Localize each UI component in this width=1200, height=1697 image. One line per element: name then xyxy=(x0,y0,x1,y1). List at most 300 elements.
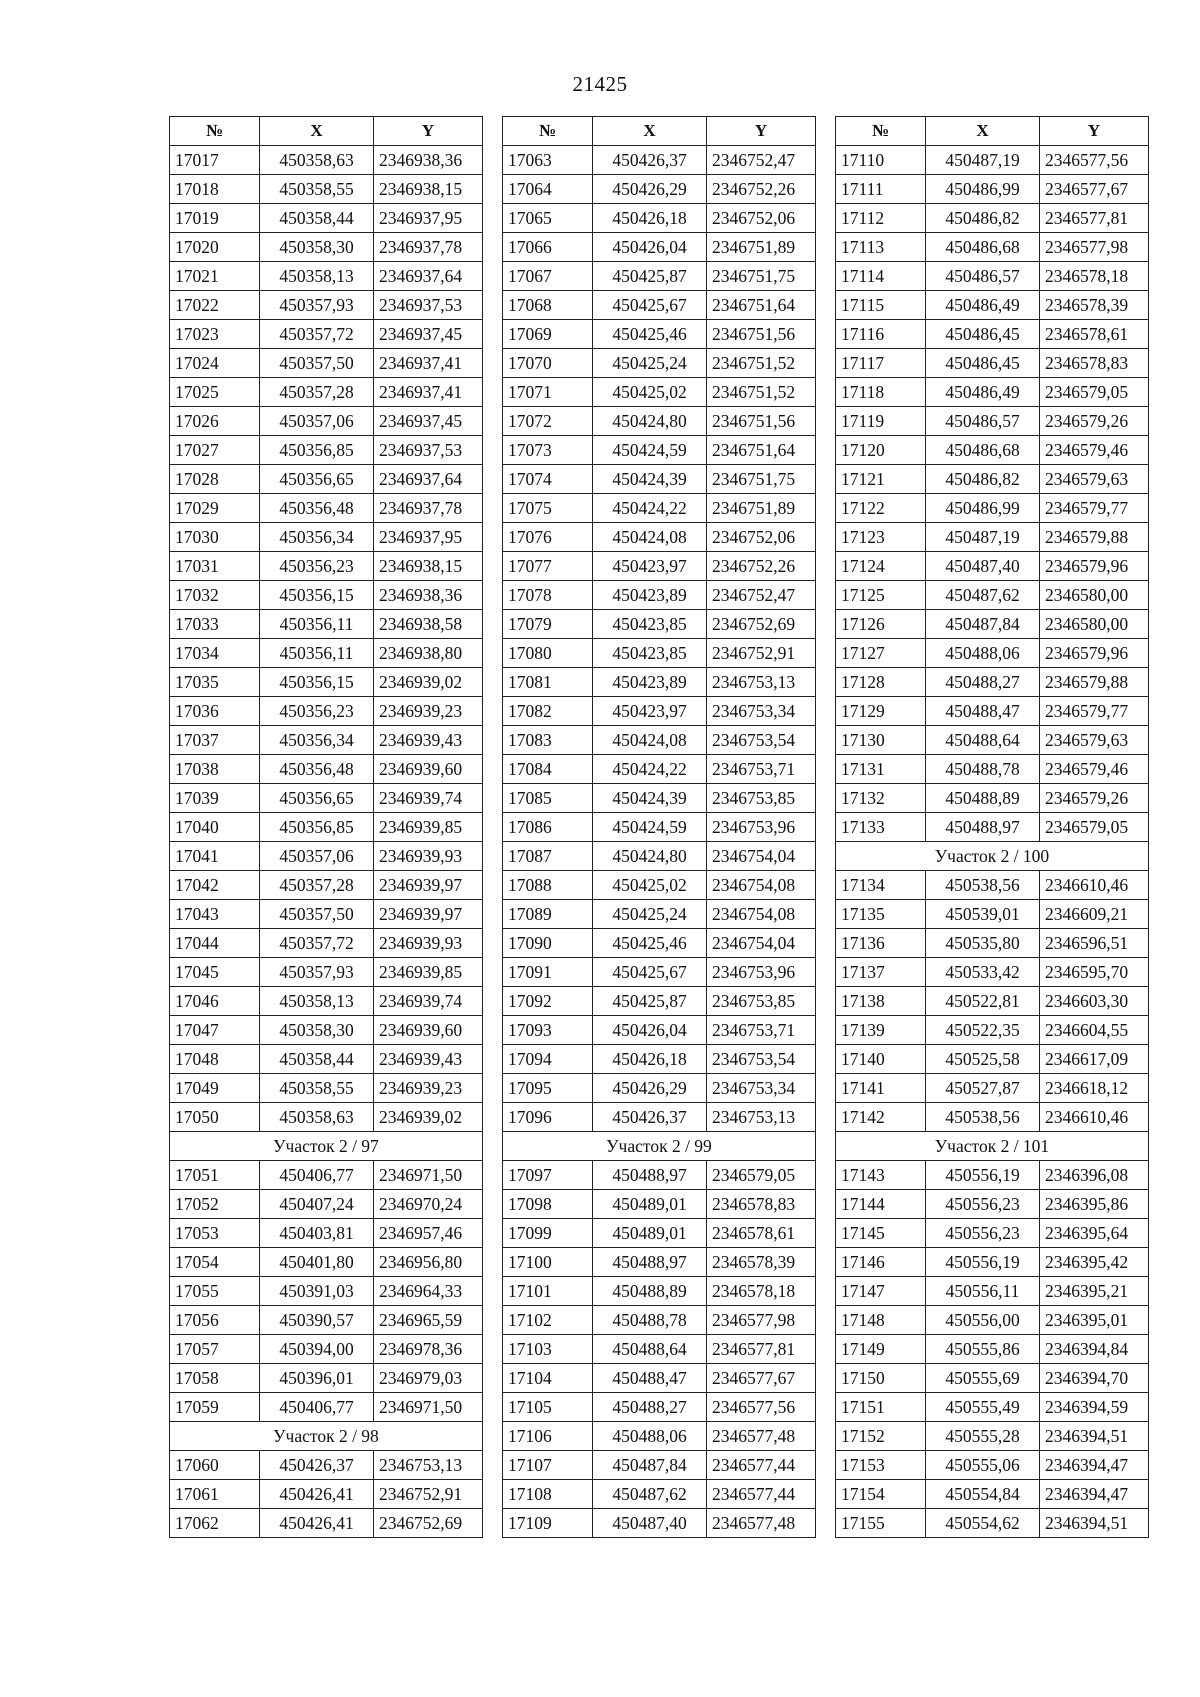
x-coordinate-cell: 450487,62 xyxy=(926,581,1040,610)
table-row xyxy=(836,1248,1149,1277)
y-coordinate-cell: 2346577,44 xyxy=(707,1451,816,1480)
x-coordinate-cell: 450424,39 xyxy=(593,784,707,813)
point-number-cell: 17133 xyxy=(836,813,926,842)
point-number-cell: 17063 xyxy=(503,146,593,175)
x-coordinate-cell: 450357,50 xyxy=(260,900,374,929)
table-row xyxy=(170,1509,483,1538)
point-number-cell: 17083 xyxy=(503,726,593,755)
y-coordinate-cell: 2346752,69 xyxy=(707,610,816,639)
y-coordinate-cell: 2346938,15 xyxy=(374,552,483,581)
table-row xyxy=(503,1161,816,1190)
y-coordinate-cell: 2346395,64 xyxy=(1040,1219,1149,1248)
point-number-cell: 17047 xyxy=(170,1016,260,1045)
table-row xyxy=(170,1480,483,1509)
x-coordinate-cell: 450486,49 xyxy=(926,378,1040,407)
x-coordinate-cell: 450424,08 xyxy=(593,523,707,552)
point-number-cell: 17057 xyxy=(170,1335,260,1364)
y-coordinate-cell: 2346394,47 xyxy=(1040,1480,1149,1509)
table-row xyxy=(170,871,483,900)
point-number-cell: 17073 xyxy=(503,436,593,465)
x-coordinate-cell: 450487,40 xyxy=(593,1509,707,1538)
coordinates-table-2 xyxy=(502,116,816,1538)
x-coordinate-cell: 450423,85 xyxy=(593,610,707,639)
x-coordinate-cell: 450356,34 xyxy=(260,726,374,755)
table-row xyxy=(836,552,1149,581)
x-coordinate-cell: 450486,68 xyxy=(926,233,1040,262)
point-number-cell: 17053 xyxy=(170,1219,260,1248)
y-coordinate-cell: 2346754,08 xyxy=(707,900,816,929)
point-number-cell: 17115 xyxy=(836,291,926,320)
table-row xyxy=(170,958,483,987)
x-coordinate-cell: 450555,06 xyxy=(926,1451,1040,1480)
table-row xyxy=(503,987,816,1016)
x-coordinate-cell: 450525,58 xyxy=(926,1045,1040,1074)
y-coordinate-cell: 2346395,86 xyxy=(1040,1190,1149,1219)
table-row xyxy=(503,639,816,668)
point-number-cell: 17117 xyxy=(836,349,926,378)
table-row xyxy=(503,1393,816,1422)
section-row xyxy=(170,1132,483,1161)
x-coordinate-cell: 450538,56 xyxy=(926,1103,1040,1132)
x-coordinate-cell: 450425,67 xyxy=(593,291,707,320)
table-row xyxy=(836,291,1149,320)
table-row xyxy=(836,320,1149,349)
table-row xyxy=(503,1074,816,1103)
point-number-cell: 17046 xyxy=(170,987,260,1016)
point-number-cell: 17116 xyxy=(836,320,926,349)
section-title: Участок 2 / 99 xyxy=(503,1132,816,1161)
point-number-cell: 17112 xyxy=(836,204,926,233)
x-coordinate-cell: 450407,24 xyxy=(260,1190,374,1219)
y-coordinate-cell: 2346939,93 xyxy=(374,929,483,958)
table-row xyxy=(503,1451,816,1480)
point-number-cell: 17144 xyxy=(836,1190,926,1219)
y-coordinate-cell: 2346971,50 xyxy=(374,1161,483,1190)
table-row xyxy=(503,610,816,639)
x-coordinate-cell: 450356,15 xyxy=(260,581,374,610)
point-number-cell: 17100 xyxy=(503,1248,593,1277)
point-number-cell: 17145 xyxy=(836,1219,926,1248)
x-coordinate-cell: 450425,46 xyxy=(593,929,707,958)
point-number-cell: 17036 xyxy=(170,697,260,726)
x-coordinate-cell: 450555,86 xyxy=(926,1335,1040,1364)
table-row xyxy=(836,697,1149,726)
y-coordinate-cell: 2346577,67 xyxy=(707,1364,816,1393)
y-coordinate-cell: 2346971,50 xyxy=(374,1393,483,1422)
point-number-cell: 17139 xyxy=(836,1016,926,1045)
table-header-row xyxy=(503,117,816,146)
x-coordinate-cell: 450488,64 xyxy=(593,1335,707,1364)
table-row xyxy=(503,407,816,436)
table-row xyxy=(503,233,816,262)
point-number-cell: 17023 xyxy=(170,320,260,349)
table-row xyxy=(503,204,816,233)
y-coordinate-cell: 2346939,85 xyxy=(374,958,483,987)
y-coordinate-cell: 2346610,46 xyxy=(1040,871,1149,900)
table-row xyxy=(836,1509,1149,1538)
x-coordinate-cell: 450358,63 xyxy=(260,146,374,175)
table-row xyxy=(503,1190,816,1219)
table-row xyxy=(836,262,1149,291)
y-coordinate-cell: 2346939,60 xyxy=(374,755,483,784)
x-coordinate-cell: 450403,81 xyxy=(260,1219,374,1248)
y-coordinate-cell: 2346938,36 xyxy=(374,581,483,610)
section-row xyxy=(836,842,1149,871)
x-coordinate-cell: 450357,50 xyxy=(260,349,374,378)
point-number-cell: 17065 xyxy=(503,204,593,233)
y-coordinate-cell: 2346752,47 xyxy=(707,581,816,610)
table-row xyxy=(836,784,1149,813)
y-coordinate-cell: 2346753,34 xyxy=(707,1074,816,1103)
point-number-cell: 17110 xyxy=(836,146,926,175)
y-coordinate-cell: 2346577,98 xyxy=(707,1306,816,1335)
y-coordinate-cell: 2346579,96 xyxy=(1040,552,1149,581)
table-row xyxy=(836,1016,1149,1045)
x-coordinate-cell: 450356,65 xyxy=(260,465,374,494)
table-row xyxy=(170,349,483,378)
y-coordinate-cell: 2346579,46 xyxy=(1040,436,1149,465)
point-number-cell: 17055 xyxy=(170,1277,260,1306)
point-number-cell: 17092 xyxy=(503,987,593,1016)
y-coordinate-cell: 2346964,33 xyxy=(374,1277,483,1306)
point-number-cell: 17075 xyxy=(503,494,593,523)
y-coordinate-cell: 2346751,52 xyxy=(707,378,816,407)
x-coordinate-cell: 450489,01 xyxy=(593,1190,707,1219)
x-coordinate-cell: 450356,11 xyxy=(260,610,374,639)
point-number-cell: 17099 xyxy=(503,1219,593,1248)
x-coordinate-cell: 450556,23 xyxy=(926,1190,1040,1219)
point-number-cell: 17076 xyxy=(503,523,593,552)
point-number-cell: 17035 xyxy=(170,668,260,697)
y-coordinate-cell: 2346396,08 xyxy=(1040,1161,1149,1190)
x-coordinate-cell: 450556,00 xyxy=(926,1306,1040,1335)
y-coordinate-cell: 2346595,70 xyxy=(1040,958,1149,987)
y-coordinate-cell: 2346579,63 xyxy=(1040,726,1149,755)
y-coordinate-cell: 2346577,48 xyxy=(707,1509,816,1538)
y-coordinate-cell: 2346579,77 xyxy=(1040,697,1149,726)
x-coordinate-cell: 450486,57 xyxy=(926,407,1040,436)
point-number-cell: 17068 xyxy=(503,291,593,320)
table-row xyxy=(836,958,1149,987)
table-row xyxy=(836,610,1149,639)
table-row xyxy=(170,1248,483,1277)
point-number-cell: 17097 xyxy=(503,1161,593,1190)
table-row xyxy=(503,349,816,378)
x-coordinate-cell: 450555,69 xyxy=(926,1364,1040,1393)
y-coordinate-cell: 2346394,47 xyxy=(1040,1451,1149,1480)
x-coordinate-cell: 450539,01 xyxy=(926,900,1040,929)
point-number-cell: 17113 xyxy=(836,233,926,262)
x-coordinate-cell: 450486,57 xyxy=(926,262,1040,291)
section-row xyxy=(836,1132,1149,1161)
x-coordinate-cell: 450554,62 xyxy=(926,1509,1040,1538)
x-coordinate-cell: 450358,55 xyxy=(260,175,374,204)
point-number-cell: 17089 xyxy=(503,900,593,929)
table-row xyxy=(170,668,483,697)
y-coordinate-cell: 2346978,36 xyxy=(374,1335,483,1364)
point-number-cell: 17155 xyxy=(836,1509,926,1538)
table-row xyxy=(836,1393,1149,1422)
x-coordinate-cell: 450424,39 xyxy=(593,465,707,494)
coordinates-table-1 xyxy=(169,116,483,1538)
x-coordinate-cell: 450426,18 xyxy=(593,204,707,233)
x-coordinate-cell: 450426,18 xyxy=(593,1045,707,1074)
table-row xyxy=(836,1103,1149,1132)
table-row xyxy=(503,291,816,320)
y-coordinate-cell: 2346617,09 xyxy=(1040,1045,1149,1074)
y-coordinate-cell: 2346577,56 xyxy=(707,1393,816,1422)
table-row xyxy=(836,1074,1149,1103)
table-row xyxy=(503,842,816,871)
point-number-cell: 17044 xyxy=(170,929,260,958)
x-coordinate-cell: 450426,29 xyxy=(593,1074,707,1103)
table-row xyxy=(170,1074,483,1103)
section-row xyxy=(503,1132,816,1161)
x-coordinate-cell: 450556,19 xyxy=(926,1248,1040,1277)
header-y: Y xyxy=(374,117,483,146)
table-row xyxy=(503,1364,816,1393)
x-coordinate-cell: 450488,06 xyxy=(593,1422,707,1451)
x-coordinate-cell: 450488,64 xyxy=(926,726,1040,755)
y-coordinate-cell: 2346753,54 xyxy=(707,726,816,755)
table-row xyxy=(170,842,483,871)
x-coordinate-cell: 450488,47 xyxy=(593,1364,707,1393)
x-coordinate-cell: 450357,93 xyxy=(260,958,374,987)
point-number-cell: 17029 xyxy=(170,494,260,523)
table-row xyxy=(170,697,483,726)
x-coordinate-cell: 450356,23 xyxy=(260,552,374,581)
point-number-cell: 17137 xyxy=(836,958,926,987)
table-row xyxy=(170,1103,483,1132)
y-coordinate-cell: 2346394,84 xyxy=(1040,1335,1149,1364)
point-number-cell: 17121 xyxy=(836,465,926,494)
x-coordinate-cell: 450533,42 xyxy=(926,958,1040,987)
table-row xyxy=(170,1393,483,1422)
point-number-cell: 17150 xyxy=(836,1364,926,1393)
y-coordinate-cell: 2346979,03 xyxy=(374,1364,483,1393)
point-number-cell: 17042 xyxy=(170,871,260,900)
y-coordinate-cell: 2346751,75 xyxy=(707,262,816,291)
y-coordinate-cell: 2346753,13 xyxy=(374,1451,483,1480)
y-coordinate-cell: 2346937,53 xyxy=(374,291,483,320)
header-x: X xyxy=(926,117,1040,146)
table-row xyxy=(836,726,1149,755)
y-coordinate-cell: 2346939,85 xyxy=(374,813,483,842)
section-title: Участок 2 / 98 xyxy=(170,1422,483,1451)
x-coordinate-cell: 450394,00 xyxy=(260,1335,374,1364)
x-coordinate-cell: 450424,22 xyxy=(593,494,707,523)
point-number-cell: 17027 xyxy=(170,436,260,465)
y-coordinate-cell: 2346752,26 xyxy=(707,175,816,204)
point-number-cell: 17119 xyxy=(836,407,926,436)
header-number: № xyxy=(836,117,926,146)
point-number-cell: 17059 xyxy=(170,1393,260,1422)
table-row xyxy=(170,1161,483,1190)
y-coordinate-cell: 2346939,23 xyxy=(374,1074,483,1103)
x-coordinate-cell: 450426,04 xyxy=(593,1016,707,1045)
table-row xyxy=(503,668,816,697)
point-number-cell: 17114 xyxy=(836,262,926,291)
x-coordinate-cell: 450401,80 xyxy=(260,1248,374,1277)
table-row xyxy=(503,523,816,552)
y-coordinate-cell: 2346752,06 xyxy=(707,523,816,552)
table-row xyxy=(503,552,816,581)
table-row xyxy=(170,494,483,523)
y-coordinate-cell: 2346752,69 xyxy=(374,1509,483,1538)
point-number-cell: 17033 xyxy=(170,610,260,639)
table-row xyxy=(836,349,1149,378)
table-row xyxy=(170,784,483,813)
point-number-cell: 17078 xyxy=(503,581,593,610)
y-coordinate-cell: 2346937,78 xyxy=(374,233,483,262)
table-row xyxy=(836,146,1149,175)
y-coordinate-cell: 2346937,64 xyxy=(374,262,483,291)
point-number-cell: 17080 xyxy=(503,639,593,668)
x-coordinate-cell: 450487,40 xyxy=(926,552,1040,581)
y-coordinate-cell: 2346751,89 xyxy=(707,494,816,523)
table-row xyxy=(170,378,483,407)
y-coordinate-cell: 2346939,02 xyxy=(374,1103,483,1132)
table-row xyxy=(170,465,483,494)
y-coordinate-cell: 2346603,30 xyxy=(1040,987,1149,1016)
point-number-cell: 17058 xyxy=(170,1364,260,1393)
point-number-cell: 17081 xyxy=(503,668,593,697)
point-number-cell: 17061 xyxy=(170,1480,260,1509)
y-coordinate-cell: 2346394,51 xyxy=(1040,1509,1149,1538)
y-coordinate-cell: 2346939,02 xyxy=(374,668,483,697)
point-number-cell: 17154 xyxy=(836,1480,926,1509)
x-coordinate-cell: 450358,44 xyxy=(260,204,374,233)
point-number-cell: 17088 xyxy=(503,871,593,900)
x-coordinate-cell: 450357,06 xyxy=(260,407,374,436)
y-coordinate-cell: 2346939,43 xyxy=(374,1045,483,1074)
point-number-cell: 17118 xyxy=(836,378,926,407)
x-coordinate-cell: 450357,72 xyxy=(260,929,374,958)
table-row xyxy=(170,581,483,610)
point-number-cell: 17103 xyxy=(503,1335,593,1364)
point-number-cell: 17096 xyxy=(503,1103,593,1132)
table-row xyxy=(503,175,816,204)
x-coordinate-cell: 450522,81 xyxy=(926,987,1040,1016)
y-coordinate-cell: 2346579,05 xyxy=(1040,813,1149,842)
x-coordinate-cell: 450356,65 xyxy=(260,784,374,813)
x-coordinate-cell: 450489,01 xyxy=(593,1219,707,1248)
y-coordinate-cell: 2346394,70 xyxy=(1040,1364,1149,1393)
point-number-cell: 17062 xyxy=(170,1509,260,1538)
point-number-cell: 17019 xyxy=(170,204,260,233)
table-row xyxy=(836,1451,1149,1480)
point-number-cell: 17148 xyxy=(836,1306,926,1335)
table-row xyxy=(836,987,1149,1016)
section-title: Участок 2 / 100 xyxy=(836,842,1149,871)
point-number-cell: 17043 xyxy=(170,900,260,929)
y-coordinate-cell: 2346754,08 xyxy=(707,871,816,900)
y-coordinate-cell: 2346938,80 xyxy=(374,639,483,668)
table-row xyxy=(503,1277,816,1306)
header-number: № xyxy=(503,117,593,146)
y-coordinate-cell: 2346938,58 xyxy=(374,610,483,639)
y-coordinate-cell: 2346956,80 xyxy=(374,1248,483,1277)
y-coordinate-cell: 2346578,18 xyxy=(1040,262,1149,291)
point-number-cell: 17108 xyxy=(503,1480,593,1509)
x-coordinate-cell: 450358,44 xyxy=(260,1045,374,1074)
point-number-cell: 17056 xyxy=(170,1306,260,1335)
header-y: Y xyxy=(707,117,816,146)
table-row xyxy=(170,1335,483,1364)
point-number-cell: 17086 xyxy=(503,813,593,842)
y-coordinate-cell: 2346938,36 xyxy=(374,146,483,175)
y-coordinate-cell: 2346751,52 xyxy=(707,349,816,378)
table-row xyxy=(836,1190,1149,1219)
point-number-cell: 17101 xyxy=(503,1277,593,1306)
point-number-cell: 17127 xyxy=(836,639,926,668)
y-coordinate-cell: 2346395,21 xyxy=(1040,1277,1149,1306)
point-number-cell: 17041 xyxy=(170,842,260,871)
section-row xyxy=(170,1422,483,1451)
table-row xyxy=(170,552,483,581)
point-number-cell: 17095 xyxy=(503,1074,593,1103)
y-coordinate-cell: 2346578,83 xyxy=(707,1190,816,1219)
x-coordinate-cell: 450425,87 xyxy=(593,262,707,291)
y-coordinate-cell: 2346579,88 xyxy=(1040,668,1149,697)
point-number-cell: 17128 xyxy=(836,668,926,697)
table-row xyxy=(503,871,816,900)
x-coordinate-cell: 450488,89 xyxy=(926,784,1040,813)
y-coordinate-cell: 2346965,59 xyxy=(374,1306,483,1335)
table-row xyxy=(503,900,816,929)
section-title: Участок 2 / 101 xyxy=(836,1132,1149,1161)
x-coordinate-cell: 450426,04 xyxy=(593,233,707,262)
y-coordinate-cell: 2346937,41 xyxy=(374,378,483,407)
x-coordinate-cell: 450535,80 xyxy=(926,929,1040,958)
point-number-cell: 17066 xyxy=(503,233,593,262)
table-row xyxy=(170,755,483,784)
y-coordinate-cell: 2346580,00 xyxy=(1040,581,1149,610)
x-coordinate-cell: 450426,41 xyxy=(260,1480,374,1509)
table-row xyxy=(170,639,483,668)
y-coordinate-cell: 2346937,95 xyxy=(374,523,483,552)
table-row xyxy=(503,378,816,407)
y-coordinate-cell: 2346579,05 xyxy=(1040,378,1149,407)
x-coordinate-cell: 450356,23 xyxy=(260,697,374,726)
y-coordinate-cell: 2346596,51 xyxy=(1040,929,1149,958)
point-number-cell: 17132 xyxy=(836,784,926,813)
y-coordinate-cell: 2346937,41 xyxy=(374,349,483,378)
point-number-cell: 17064 xyxy=(503,175,593,204)
y-coordinate-cell: 2346395,01 xyxy=(1040,1306,1149,1335)
point-number-cell: 17045 xyxy=(170,958,260,987)
point-number-cell: 17018 xyxy=(170,175,260,204)
y-coordinate-cell: 2346751,75 xyxy=(707,465,816,494)
y-coordinate-cell: 2346394,59 xyxy=(1040,1393,1149,1422)
table-row xyxy=(836,494,1149,523)
x-coordinate-cell: 450424,59 xyxy=(593,813,707,842)
table-row xyxy=(170,726,483,755)
point-number-cell: 17122 xyxy=(836,494,926,523)
point-number-cell: 17130 xyxy=(836,726,926,755)
y-coordinate-cell: 2346751,89 xyxy=(707,233,816,262)
x-coordinate-cell: 450426,37 xyxy=(260,1451,374,1480)
y-coordinate-cell: 2346937,45 xyxy=(374,320,483,349)
x-coordinate-cell: 450486,82 xyxy=(926,204,1040,233)
page-number: 21425 xyxy=(572,72,628,96)
x-coordinate-cell: 450423,97 xyxy=(593,552,707,581)
header-x: X xyxy=(593,117,707,146)
point-number-cell: 17147 xyxy=(836,1277,926,1306)
point-number-cell: 17028 xyxy=(170,465,260,494)
table-row xyxy=(503,1103,816,1132)
table-row xyxy=(836,436,1149,465)
